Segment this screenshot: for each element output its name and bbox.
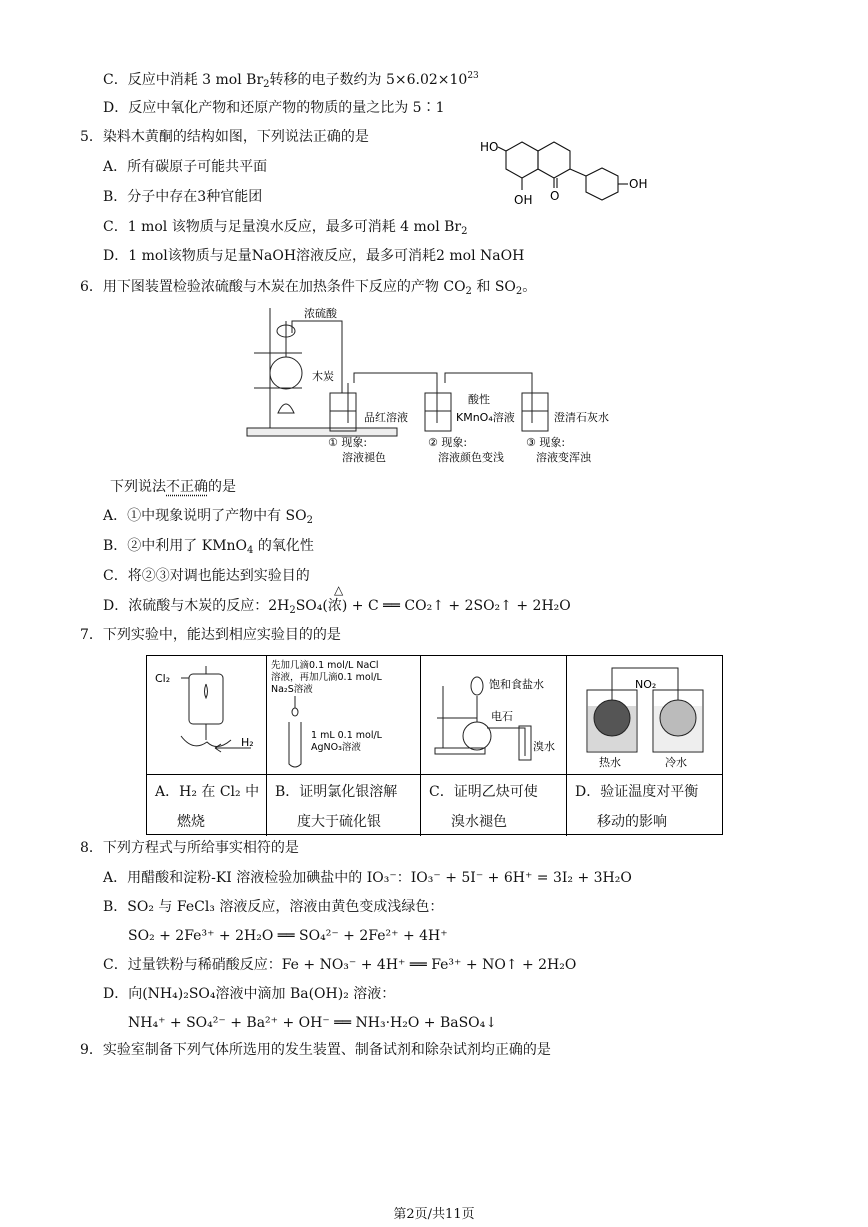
figb-text-2: 溶液，再加几滴0.1 mol/L bbox=[271, 672, 382, 683]
oh-right-label: OH bbox=[629, 177, 648, 191]
label-magenta: 品红溶液 bbox=[364, 411, 408, 424]
figc-text-1: 饱和食盐水 bbox=[489, 678, 544, 691]
q8-option-c: C．过量铁粉与稀硝酸反应：Fe + NO₃⁻ + 4H⁺ ══ Fe³⁺ + NO↑ + 2H₂O bbox=[103, 957, 577, 973]
q6-apparatus-figure bbox=[242, 303, 622, 466]
obs2-title: ② 现象: bbox=[428, 436, 468, 449]
q7-fig-c bbox=[421, 656, 567, 774]
q6-option-b: B．②中利用了 KMnO$_4$ 的氧化性 bbox=[103, 538, 314, 556]
cl2-label: Cl₂ bbox=[155, 672, 171, 685]
q8-option-d-equation: NH₄⁺ + SO₄²⁻ + Ba²⁺ + OH⁻ ══ NH₃·H₂O + BaSO₄↓ bbox=[128, 1015, 498, 1031]
obs1-text: 溶液褪色 bbox=[342, 451, 386, 464]
obs3-title: ③ 现象: bbox=[526, 436, 566, 449]
heat-triangle: △ bbox=[334, 583, 344, 597]
q7-caption-b: B．证明氯化银溶解 度大于硫化银 bbox=[267, 774, 421, 836]
q7-fig-a bbox=[147, 656, 267, 774]
q8-option-a: A．用醋酸和淀粉-KI 溶液检验加碘盐中的 IO₃⁻：IO₃⁻ + 5I⁻ + 6H⁺ = 3I₂ + 3H₂O bbox=[103, 870, 632, 886]
q5-stem: 5．染料木黄酮的结构如图，下列说法正确的是 bbox=[80, 129, 369, 145]
q8-option-b-equation: SO₂ + 2Fe³⁺ + 2H₂O ══ SO₄²⁻ + 2Fe²⁺ + 4H⁺ bbox=[128, 928, 448, 944]
label-limewater: 澄清石灰水 bbox=[554, 411, 609, 424]
q5-option-d: D．1 mol该物质与足量NaOH溶液反应，最多可消耗2 mol NaOH bbox=[103, 248, 525, 264]
ho-left-label: HO bbox=[480, 140, 499, 154]
page-footer: 第2页/共11页 bbox=[393, 1207, 475, 1222]
q6-sub-stem: 下列说法不正确的是 bbox=[110, 479, 236, 495]
figd-cold-water: 冷水 bbox=[665, 756, 687, 769]
q6-stem: 6．用下图装置检验浓硫酸与木炭在加热条件下反应的产物 $CO_2$ 和 $SO_2$。 bbox=[80, 279, 537, 297]
q7-caption-d: D．验证温度对平衡 移动的影响 bbox=[567, 774, 722, 836]
figb-text-5: AgNO₃溶液 bbox=[311, 742, 361, 753]
q7-fig-b bbox=[267, 656, 421, 774]
figd-hot-water: 热水 bbox=[599, 756, 621, 769]
q8-option-d: D．向(NH₄)₂SO₄溶液中滴加 Ba(OH)₂ 溶液： bbox=[103, 986, 396, 1002]
q9-stem: 9．实验室制备下列气体所选用的发生装置、制备试剂和除杂试剂均正确的是 bbox=[80, 1042, 551, 1058]
obs2-text: 溶液颜色变浅 bbox=[438, 451, 504, 464]
figd-no2: NO₂ bbox=[635, 678, 657, 691]
figb-text-1: 先加几滴0.1 mol/L NaCl bbox=[271, 660, 379, 671]
genistein-structure bbox=[480, 132, 660, 212]
q5-option-b: B．分子中存在3种官能团 bbox=[103, 189, 263, 205]
label-charcoal: 木炭 bbox=[312, 370, 334, 383]
obs1-title: ① 现象: bbox=[328, 436, 368, 449]
q5-option-c: C．1 mol 该物质与足量溴水反应，最多可消耗 4 mol $Br_2$ bbox=[103, 219, 468, 237]
q4-option-d: D．反应中氧化产物和还原产物的物质的量之比为 5∶1 bbox=[103, 100, 445, 116]
q5-option-a: A．所有碳原子可能共平面 bbox=[103, 159, 268, 175]
ketone-o-label: O bbox=[550, 189, 560, 203]
q6-option-d: D．浓硫酸与木炭的反应：$2H_2SO_4$(浓) + C ══ CO₂↑ + 2SO₂↑ + 2H₂O bbox=[103, 598, 571, 616]
q7-caption-c: C．证明乙炔可使 溴水褪色 bbox=[421, 774, 567, 836]
q6-option-c: C．将②③对调也能达到实验目的 bbox=[103, 568, 310, 584]
q6-option-a: A．①中现象说明了产物中有 $SO_2$ bbox=[103, 508, 314, 526]
q8-option-b: B．SO₂ 与 FeCl₃ 溶液反应，溶液由黄色变成浅绿色： bbox=[103, 899, 444, 915]
h2-label: H₂ bbox=[241, 736, 254, 749]
figb-text-3: Na₂S溶液 bbox=[271, 684, 313, 695]
figb-text-4: 1 mL 0.1 mol/L bbox=[311, 730, 382, 741]
q7-caption-a: A．H₂ 在 Cl₂ 中 燃烧 bbox=[147, 774, 267, 836]
q7-fig-d bbox=[567, 656, 722, 774]
emphasis-dotted: 不正确 bbox=[166, 479, 208, 495]
obs3-text: 溶液变浑浊 bbox=[536, 451, 591, 464]
label-kmno4: KMnO₄溶液 bbox=[456, 411, 515, 424]
label-acidic: 酸性 bbox=[468, 393, 490, 406]
q4-option-c: C．反应中消耗 3 mol $Br_2$转移的电子数约为 $5\times 6.02\times 10^{23}$ bbox=[103, 71, 479, 90]
q8-stem: 8．下列方程式与所给事实相符的是 bbox=[80, 840, 299, 856]
figc-text-3: 溴水 bbox=[533, 740, 555, 753]
label-conc-acid: 浓硫酸 bbox=[304, 307, 337, 320]
oh-bottom-label: OH bbox=[514, 193, 533, 207]
q7-stem: 7．下列实验中，能达到相应实验目的的是 bbox=[80, 627, 341, 643]
q7-table bbox=[146, 655, 723, 835]
figc-text-2: 电石 bbox=[491, 710, 513, 723]
